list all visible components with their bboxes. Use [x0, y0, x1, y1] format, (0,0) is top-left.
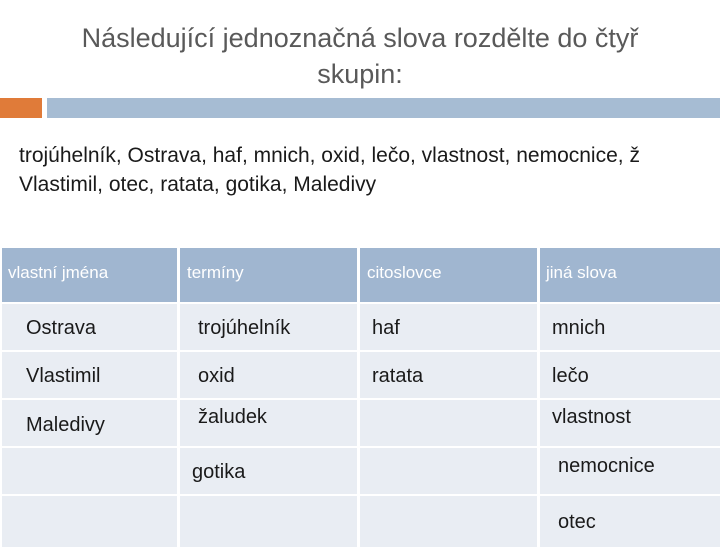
cell-value: ratata [372, 365, 424, 387]
category-table [0, 247, 720, 548]
table-header-row [0, 247, 720, 303]
table-cell [360, 496, 537, 547]
header-label: citoslovce [367, 263, 442, 282]
cell-value: lečo [552, 365, 589, 387]
table-cell [2, 352, 177, 398]
table-row [0, 447, 720, 495]
header-label: termíny [187, 263, 244, 282]
table-row [0, 495, 720, 548]
table-row [0, 303, 720, 351]
cell-value: Vlastimil [26, 365, 101, 387]
table-row [0, 351, 720, 399]
cell-value: otec [558, 511, 596, 533]
slide-title-line-2: skupin: [317, 59, 403, 89]
table-cell [360, 304, 537, 350]
table-cell [2, 304, 177, 350]
table-cell [360, 448, 537, 494]
table-cell [2, 400, 177, 446]
table-cell [360, 352, 537, 398]
table-cell [180, 496, 357, 547]
table-cell [540, 304, 720, 350]
cell-value: oxid [198, 365, 235, 387]
header-label: vlastní jména [8, 263, 109, 282]
header-cell-other-words [540, 248, 720, 302]
cell-value: Ostrava [26, 317, 97, 339]
word-list-line-2: Vlastimil, otec, ratata, gotika, Maledivy [19, 173, 377, 196]
cell-value: žaludek [198, 406, 267, 428]
table-cell [180, 352, 357, 398]
table-cell [2, 448, 177, 494]
cell-value: nemocnice [558, 455, 655, 477]
cell-value: vlastnost [552, 406, 631, 428]
table-row [0, 399, 720, 447]
table-cell [180, 304, 357, 350]
table-cell [180, 400, 357, 446]
table-cell [540, 496, 720, 547]
table-cell [360, 400, 537, 446]
cell-value: trojúhelník [198, 317, 291, 339]
accent-bar-orange [0, 98, 42, 118]
header-label: jiná slova [546, 263, 617, 282]
table-cell [540, 448, 720, 494]
cell-value: gotika [192, 461, 246, 483]
table-cell [540, 352, 720, 398]
table-cell [2, 496, 177, 547]
header-cell-proper-names [2, 248, 177, 302]
cell-value: Maledivy [26, 414, 105, 436]
accent-bar-blue [47, 98, 720, 118]
word-list-line-1: trojúhelník, Ostrava, haf, mnich, oxid, lečo, vlastnost, nemocnice, ž [19, 144, 640, 167]
slide-title [0, 20, 720, 92]
header-cell-interjections [360, 248, 537, 302]
slide-title-line-1: Následující jednoznačná slova rozdělte do čtyř [81, 23, 639, 53]
header-cell-terms [180, 248, 357, 302]
word-list [19, 141, 720, 199]
table-cell [540, 400, 720, 446]
cell-value: mnich [552, 317, 606, 339]
cell-value: haf [372, 317, 400, 339]
table-cell [180, 448, 357, 494]
